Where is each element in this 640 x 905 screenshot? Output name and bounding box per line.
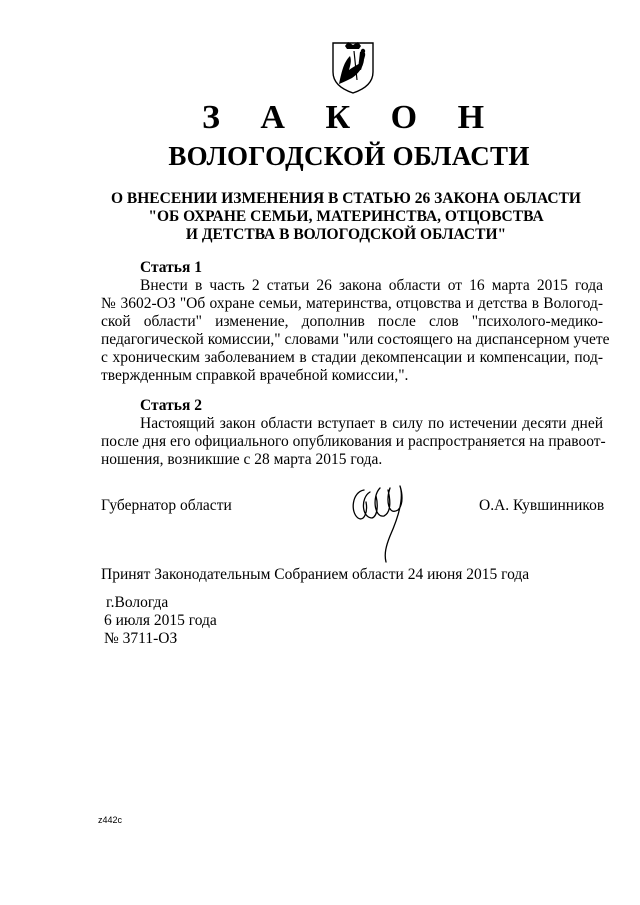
article-1-text-line: с хроническим заболеванием в стадии декомпенсации и компенсации, под- (101, 349, 603, 366)
article-1-heading: Статья 1 (140, 259, 202, 276)
handwritten-signature (346, 478, 416, 566)
governor-name: О.А. Кувшинников (479, 497, 605, 514)
place: г.Вологда (106, 594, 169, 611)
law-subtitle-line: О ВНЕСЕНИИ ИЗМЕНЕНИЯ В СТАТЬЮ 26 ЗАКОНА ОБЛАСТИ (110, 190, 581, 207)
governor-position: Губернатор области (101, 497, 232, 514)
adoption-statement: Принят Законодательным Собранием области 24 июня 2015 года (101, 566, 530, 583)
article-2-heading: Статья 2 (140, 397, 202, 414)
article-1-text-line: Внести в часть 2 статьи 26 закона области от 16 марта 2015 года (140, 277, 603, 294)
article-1-text-line: ской области" изменение, дополнив после слов "психолого-медико- (101, 313, 603, 330)
article-2-text-line: после дня его официального опубликования и распространяется на правоот- (101, 433, 606, 450)
coat-of-arms-emblem (330, 40, 376, 94)
article-2-text-line: ношения, возникшие с 28 марта 2015 года. (101, 451, 383, 468)
signing-date: 6 июля 2015 года (104, 612, 217, 629)
law-number: № 3711-ОЗ (104, 630, 178, 647)
law-subtitle-line: "ОБ ОХРАНЕ СЕМЬИ, МАТЕРИНСТВА, ОТЦОВСТВА (148, 208, 544, 225)
law-subtitle-line: И ДЕТСТВА В ВОЛОГОДСКОЙ ОБЛАСТИ" (185, 226, 507, 243)
article-1-text-line: № 3602-ОЗ "Об охране семьи, материнства, отцовства и детства в Вологод- (101, 295, 603, 312)
law-title: З А К О Н (201, 99, 501, 136)
article-1-text-line: педагогической комиссии," словами "или состоящего на диспансерном учете (101, 331, 610, 348)
document-code: z442c (98, 815, 123, 825)
region-title: ВОЛОГОДСКОЙ ОБЛАСТИ (168, 141, 530, 171)
article-2-text-line: Настоящий закон области вступает в силу по истечении десяти дней (140, 415, 603, 432)
article-1-text-line: твержденным справкой врачебной комиссии,". (101, 367, 409, 384)
